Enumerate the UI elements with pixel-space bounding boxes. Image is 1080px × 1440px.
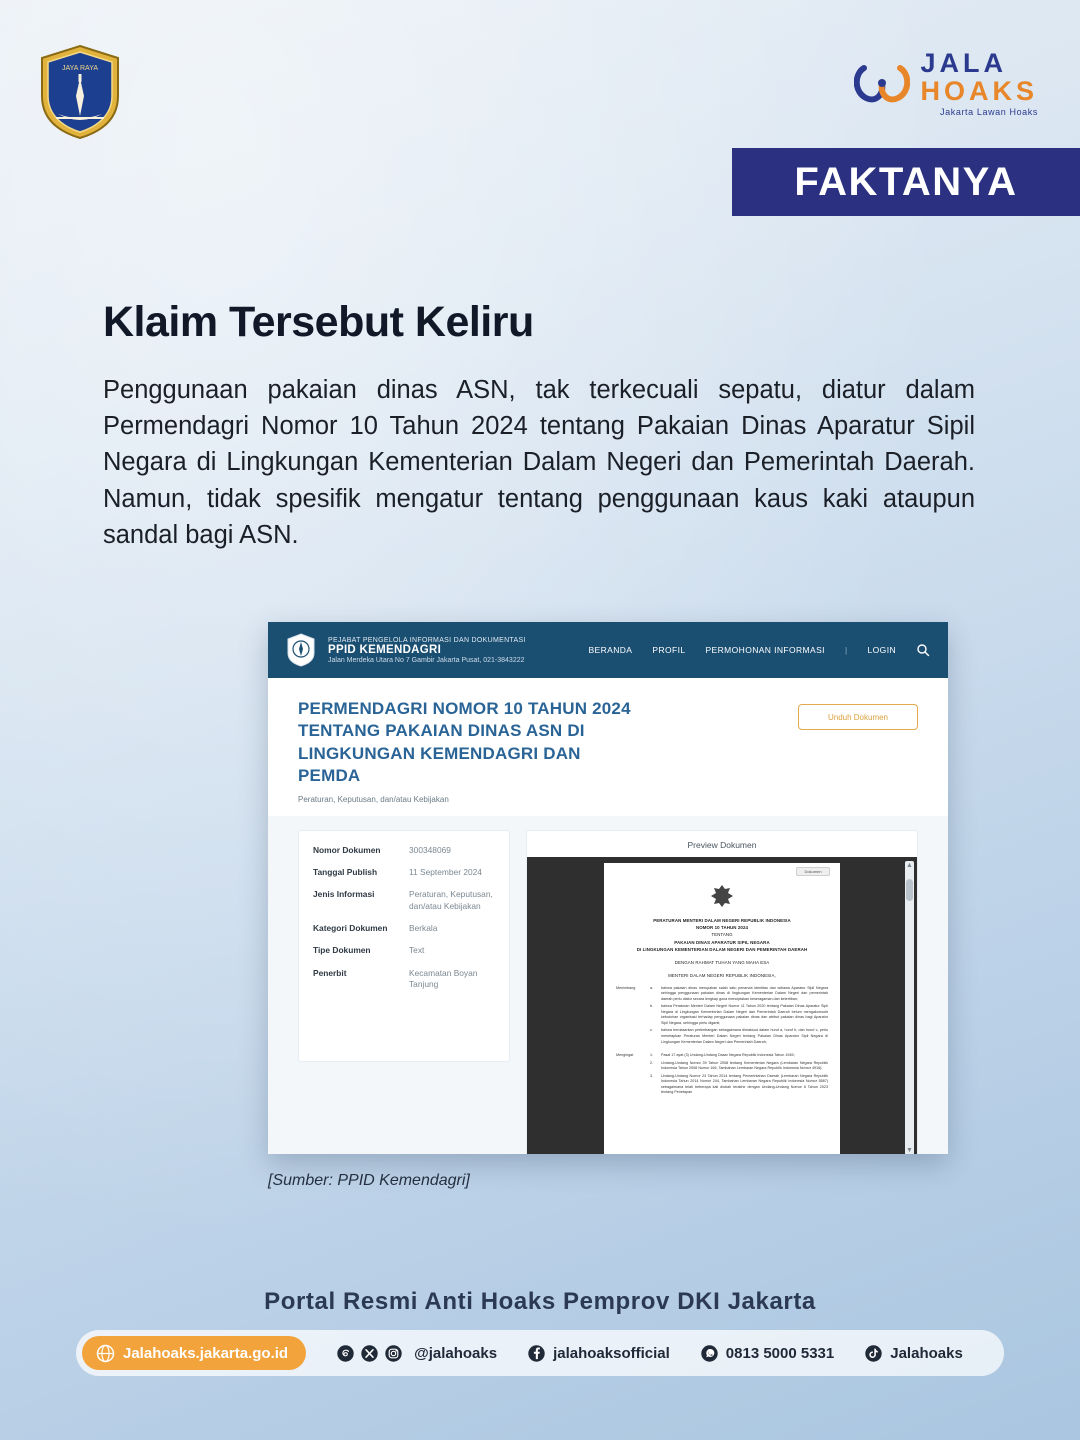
- download-document-button[interactable]: Unduh Dokumen: [798, 704, 918, 730]
- pdf-clause-item: [650, 1074, 828, 1096]
- jalahoaks-mark-icon: [854, 60, 910, 106]
- document-metadata-card: [298, 830, 510, 1062]
- metadata-value: 300348069: [409, 844, 451, 855]
- social-handle-label: 0813 5000 5331: [725, 1344, 835, 1362]
- threads-icon[interactable]: [336, 1344, 355, 1363]
- ppid-navbar: [268, 622, 948, 678]
- preview-scrollbar[interactable]: [905, 861, 914, 1154]
- jala-tagline: Jakarta Lawan Hoaks: [940, 106, 1038, 117]
- scroll-up-arrow-icon[interactable]: ▲: [906, 861, 913, 869]
- nav-item-login[interactable]: LOGIN: [867, 645, 896, 655]
- nav-item-beranda[interactable]: BERANDA: [588, 645, 633, 655]
- garuda-icon: [709, 883, 735, 909]
- pdf-heading-line: MENTERI DALAM NEGERI REPUBLIK INDONESIA,: [668, 973, 776, 979]
- preview-title: Preview Dokumen: [687, 839, 757, 850]
- social-group-tiktok[interactable]: [864, 1344, 963, 1363]
- pdf-clause-text: bahwa pakaian dinas merupakan salah satu penanda identitas dan wibawa Aparatur Sipil Negara sehingga penggunaan pakaian dinas di lingkungan Kementerian Dalam Negeri dan pemerintah daerah perlu diatur secara lengkap guna menciptakan keseragaman dan ketertiban;: [661, 985, 828, 1001]
- pdf-heading-line: PERATURAN MENTERI DALAM NEGERI REPUBLIK INDONESIA: [653, 917, 791, 923]
- pdf-clause-text: Undang-Undang Nomor 23 Tahun 2014 tentang Pemerintahan Daerah (Lembaran Negara Republik Indonesia Tahun 2014 Nomor 244, Tambahan Lembaran Negara Republik Indonesia Nomor 5587) sebagaimana telah beberapa kali diubah terakhir dengan Undang-Undang Nomor 6 Tahun 2023 tentang Penetapan: [661, 1073, 828, 1095]
- document-title: PERMENDAGRI NOMOR 10 TAHUN 2024 TENTANG PAKAIAN DINAS ASN DI LINGKUNGAN KEMENDAGRI DAN PEMDA: [298, 699, 631, 786]
- metadata-value: Kecamatan Boyan Tanjung: [409, 967, 478, 990]
- pdf-clause-mark: 2.: [650, 1060, 654, 1065]
- tiktok-icon[interactable]: [864, 1344, 883, 1363]
- instagram-icon[interactable]: [384, 1344, 403, 1363]
- pdf-toolbar-button[interactable]: Dokumen: [796, 867, 830, 876]
- pdf-heading-line: DENGAN RAHMAT TUHAN YANG MAHA ESA: [674, 960, 770, 966]
- pdf-heading-line: TENTANG: [711, 932, 733, 938]
- social-group-facebook[interactable]: [527, 1344, 670, 1363]
- metadata-row: [313, 923, 495, 934]
- metadata-value: Text: [409, 945, 425, 956]
- footer-contact-bar: [76, 1330, 1004, 1376]
- social-handle-label: jalahoaksofficial: [553, 1344, 670, 1362]
- pdf-clause-text: Pasal 17 ayat (3) Undang-Undang Dasar Negara Republik Indonesia Tahun 1945;: [661, 1053, 795, 1058]
- pdf-heading-line: NOMOR 10 TAHUN 2024: [695, 925, 749, 931]
- social-handle-label: Jalahoaks: [890, 1344, 963, 1362]
- pdf-heading-line: PAKAIAN DINAS APARATUR SIPIL NEGARA: [674, 939, 770, 945]
- ppid-org-name: PPID KEMENDAGRI: [328, 643, 442, 656]
- pdf-clause-item: [650, 1053, 828, 1059]
- globe-icon: [96, 1344, 115, 1363]
- document-preview-card: [526, 830, 918, 1154]
- pdf-clause-mark: a.: [650, 985, 654, 990]
- x-icon[interactable]: [360, 1344, 379, 1363]
- metadata-row: [313, 867, 495, 878]
- pdf-clause-item: [650, 1004, 828, 1026]
- pdf-clause-mark: 1.: [650, 1053, 654, 1058]
- pdf-clause-text: bahwa berdasarkan pertimbangan sebagaimana dimaksud dalam huruf a, huruf b, dan huruf c, perlu menetapkan Peraturan Menteri Dalam Negeri tentang Pakaian Dinas Aparatur Sipil Negara di Lingkungan Kementerian Dalam Negeri dan Pemerintah Daerah;: [661, 1028, 828, 1044]
- pdf-clause-mark: c.: [650, 1028, 653, 1033]
- pdf-clause-mark: b.: [650, 1004, 654, 1009]
- nav-separator: |: [844, 645, 848, 655]
- metadata-key: Penerbit: [313, 967, 347, 978]
- jalahoaks-logo: [854, 47, 1038, 117]
- scroll-down-arrow-icon[interactable]: ▼: [906, 1146, 913, 1154]
- faktanya-banner: [732, 148, 1080, 216]
- pdf-clause-mark: 3.: [650, 1073, 654, 1078]
- pdf-heading: [616, 917, 828, 980]
- metadata-key: Tipe Dokumen: [313, 945, 371, 956]
- document-hero: [268, 678, 948, 816]
- pdf-menimbang-label: Menimbang: [616, 985, 636, 990]
- metadata-row: [313, 845, 495, 856]
- metadata-value: 11 September 2024: [409, 867, 482, 878]
- search-icon[interactable]: [916, 643, 930, 657]
- dki-jakarta-emblem: [38, 44, 122, 140]
- pdf-clause-item: [650, 1061, 828, 1072]
- document-detail-area: [268, 816, 948, 1154]
- pdf-viewer-stage[interactable]: [527, 857, 917, 1154]
- metadata-key: Jenis Informasi: [313, 889, 375, 900]
- facebook-icon[interactable]: [527, 1344, 546, 1363]
- pdf-clause-item: [650, 986, 828, 1003]
- faktanya-label: FAKTANYA: [794, 159, 1018, 204]
- scrollbar-thumb[interactable]: [906, 879, 913, 901]
- metadata-row: [313, 889, 495, 912]
- ppid-org-address: Jalan Merdeka Utara No 7 Gambir Jakarta Pusat, 021-3843222: [328, 656, 525, 664]
- pdf-mengingat-label: Mengingat: [616, 1053, 634, 1058]
- metadata-value: Berkala: [409, 923, 438, 934]
- ppid-org-small: PEJABAT PENGELOLA INFORMASI DAN DOKUMENTASI: [328, 636, 526, 644]
- pdf-clause-text: Undang-Undang Nomor 39 Tahun 2008 tentang Kementerian Negara (Lembaran Negara Republik Indonesia Tahun 2008 Nomor 166, Tambahan Lembaran Negara Republik Indonesia Nomor 4916);: [661, 1060, 828, 1071]
- pdf-heading-line: DI LINGKUNGAN KEMENTERIAN DALAM NEGERI DAN PEMERINTAH DAERAH: [636, 946, 808, 952]
- source-caption: [Sumber: PPID Kemendagri]: [268, 1172, 470, 1189]
- website-label: Jalahoaks.jakarta.go.id: [123, 1344, 289, 1362]
- whatsapp-icon[interactable]: [700, 1344, 719, 1363]
- pdf-clause-text: bahwa Peraturan Menteri Dalam Negeri Nomor 11 Tahun 2020 tentang Pakaian Dinas Aparatur Sipil Negara di Lingkungan Kementerian Dalam Negeri dan Pemerintah Daerah belum mengakomodir kebutuhan organisasi terhadap penggunaan pakaian dinas dan atribut pakaian dinas bagi Aparatur Sipil Negara, sehingga perlu diganti;: [661, 1004, 828, 1025]
- metadata-key: Tanggal Publish: [313, 867, 378, 878]
- social-group-jalahoaks[interactable]: [336, 1344, 497, 1363]
- jala-wordmark-line1: JALA: [920, 47, 1007, 78]
- footer-tagline: Portal Resmi Anti Hoaks Pemprov DKI Jakarta: [264, 1288, 816, 1315]
- metadata-value: Peraturan, Keputusan, dan/atau Kebijakan: [409, 889, 493, 911]
- embedded-screenshot: [268, 622, 948, 1154]
- website-pill[interactable]: [82, 1336, 306, 1370]
- svg-text:JAYA RAYA: JAYA RAYA: [61, 65, 99, 72]
- pdf-menimbang-block: [616, 986, 828, 1047]
- pdf-page: [604, 863, 840, 1154]
- document-category: Peraturan, Keputusan, dan/atau Kebijakan: [298, 794, 449, 804]
- kemendagri-seal-icon: [286, 633, 316, 667]
- page-title: Klaim Tersebut Keliru: [103, 298, 534, 346]
- pdf-mengingat-block: [616, 1053, 828, 1098]
- metadata-key: Nomor Dokumen: [313, 844, 381, 855]
- jala-wordmark-line2: HOAKS: [920, 75, 1038, 106]
- pdf-clause-item: [650, 1028, 828, 1045]
- nav-item-profil[interactable]: PROFIL: [652, 645, 686, 655]
- metadata-row: [313, 968, 495, 991]
- body-paragraph: Penggunaan pakaian dinas ASN, tak terkecuali sepatu, diatur dalam Permendagri Nomor 10 Tahun 2024 tentang Pakaian Dinas Aparatur Sipil Negara di Lingkungan Kementerian Dalam Negeri dan Pemerintah Daerah. Namun, tidak spesifik mengatur tentang penggunaan kaus kaki ataupun sandal bagi ASN.: [103, 376, 975, 549]
- metadata-key: Kategori Dokumen: [313, 923, 388, 934]
- nav-item-permohonan-informasi[interactable]: PERMOHONAN INFORMASI: [705, 645, 825, 655]
- metadata-row: [313, 945, 495, 956]
- social-handle-label: @jalahoaks: [414, 1344, 498, 1362]
- social-group-whatsapp[interactable]: [700, 1344, 834, 1363]
- ppid-nav-links: [588, 643, 930, 657]
